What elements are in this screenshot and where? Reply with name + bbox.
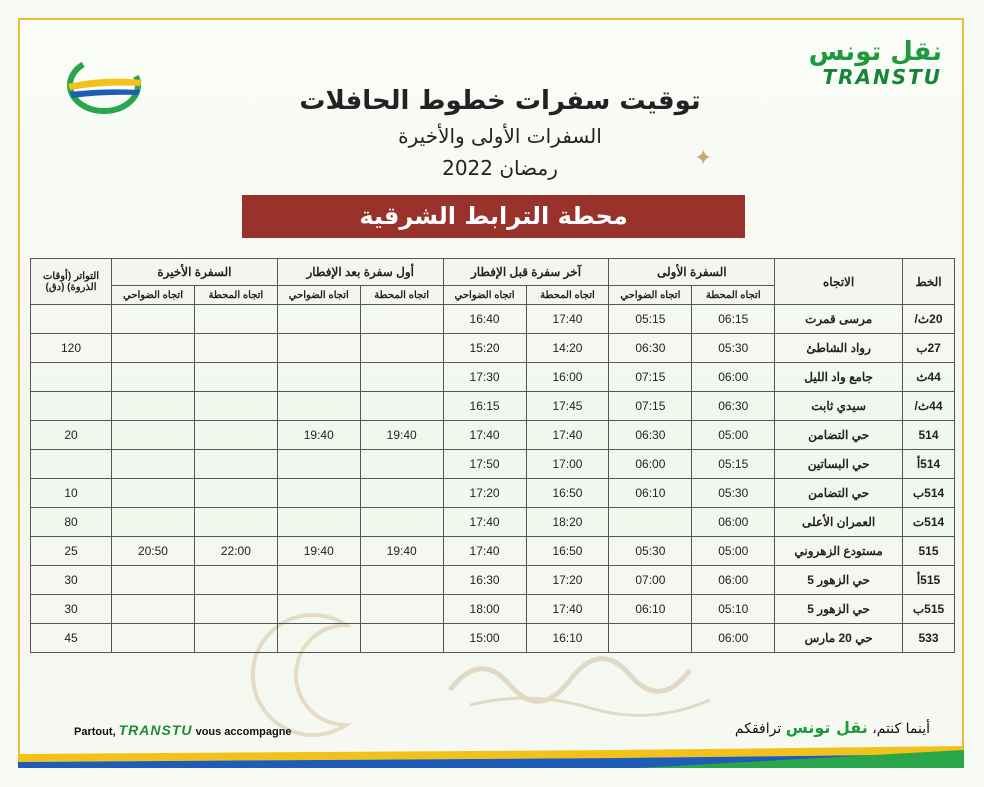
- subheader-to-station: اتجاه المحطة: [194, 286, 277, 305]
- line-cell: 27ب: [903, 334, 955, 363]
- first-to-suburbs-cell: 06:10: [609, 479, 692, 508]
- transtu-logo-icon: [64, 54, 144, 116]
- line-cell: 514أ: [903, 450, 955, 479]
- first-after-iftar-to-station-cell: [360, 392, 443, 421]
- first-after-iftar-to-station-cell: [360, 566, 443, 595]
- last-before-iftar-to-station-cell: 18:20: [526, 508, 609, 537]
- direction-cell: جامع واد الليل: [775, 363, 903, 392]
- direction-cell: مرسى قمرت: [775, 305, 903, 334]
- footer-slogan-ar: [735, 718, 930, 737]
- table-row: [31, 392, 955, 421]
- subheader-to-suburbs: اتجاه الضواحي: [112, 286, 195, 305]
- first-after-iftar-to-station-cell: 19:40: [360, 537, 443, 566]
- frequency-cell: 20: [31, 421, 112, 450]
- table-row: [31, 566, 955, 595]
- star-icon: ✦: [694, 146, 713, 171]
- last-before-iftar-to-station-cell: 17:20: [526, 566, 609, 595]
- first-after-iftar-to-suburbs-cell: [277, 334, 360, 363]
- last-before-iftar-to-suburbs-cell: 16:40: [443, 305, 526, 334]
- last-before-iftar-to-suburbs-cell: 15:00: [443, 624, 526, 653]
- last-to-station-cell: [194, 479, 277, 508]
- first-to-suburbs-cell: 05:15: [609, 305, 692, 334]
- frequency-cell: [31, 450, 112, 479]
- footer-fr-after: vous accompagne: [195, 726, 292, 738]
- last-to-suburbs-cell: 20:50: [112, 537, 195, 566]
- first-to-suburbs-cell: 06:10: [609, 595, 692, 624]
- line-cell: 20ث/: [903, 305, 955, 334]
- last-before-iftar-to-suburbs-cell: 15:20: [443, 334, 526, 363]
- last-before-iftar-to-suburbs-cell: 16:30: [443, 566, 526, 595]
- first-to-suburbs-cell: 07:15: [609, 392, 692, 421]
- first-after-iftar-to-suburbs-cell: [277, 508, 360, 537]
- line-cell: 515ب: [903, 595, 955, 624]
- first-to-suburbs-cell: 07:00: [609, 566, 692, 595]
- first-after-iftar-to-suburbs-cell: [277, 392, 360, 421]
- last-before-iftar-to-station-cell: 16:50: [526, 479, 609, 508]
- line-cell: 533: [903, 624, 955, 653]
- first-to-suburbs-cell: [609, 624, 692, 653]
- first-to-suburbs-cell: 06:30: [609, 334, 692, 363]
- first-after-iftar-to-suburbs-cell: 19:40: [277, 537, 360, 566]
- footer-fr-before: Partout,: [74, 726, 116, 738]
- last-to-station-cell: [194, 392, 277, 421]
- table-row: [31, 624, 955, 653]
- first-to-station-cell: 05:00: [692, 421, 775, 450]
- direction-cell: سيدي ثابت: [775, 392, 903, 421]
- frequency-cell: [31, 363, 112, 392]
- station-banner: محطة الترابط الشرقية: [242, 195, 745, 238]
- table-row: [31, 334, 955, 363]
- table-row: [31, 363, 955, 392]
- frequency-cell: [31, 392, 112, 421]
- frequency-cell: 30: [31, 566, 112, 595]
- footer-stripes: [18, 746, 964, 768]
- first-to-station-cell: 06:30: [692, 392, 775, 421]
- direction-cell: مستودع الزهروني: [775, 537, 903, 566]
- first-to-suburbs-cell: 06:30: [609, 421, 692, 450]
- last-to-station-cell: [194, 508, 277, 537]
- last-to-station-cell: 22:00: [194, 537, 277, 566]
- last-before-iftar-to-station-cell: 17:00: [526, 450, 609, 479]
- first-to-station-cell: 06:00: [692, 566, 775, 595]
- brand-logo: [809, 38, 942, 88]
- last-to-station-cell: [194, 450, 277, 479]
- first-to-suburbs-cell: [609, 508, 692, 537]
- table-row: [31, 595, 955, 624]
- brand-latin: TRANSTU: [822, 65, 942, 89]
- first-after-iftar-to-suburbs-cell: [277, 305, 360, 334]
- direction-cell: حي التضامن: [775, 421, 903, 450]
- last-to-suburbs-cell: [112, 566, 195, 595]
- schedule-table: [30, 258, 955, 653]
- page-subtitle: السفرات الأولى والأخيرة: [398, 124, 602, 148]
- frequency-cell: 45: [31, 624, 112, 653]
- last-before-iftar-to-suburbs-cell: 17:40: [443, 508, 526, 537]
- last-before-iftar-to-suburbs-cell: 16:15: [443, 392, 526, 421]
- last-before-iftar-to-station-cell: 17:40: [526, 595, 609, 624]
- direction-cell: حي البساتين: [775, 450, 903, 479]
- first-after-iftar-to-station-cell: [360, 450, 443, 479]
- first-after-iftar-to-suburbs-cell: [277, 566, 360, 595]
- last-before-iftar-to-station-cell: 14:20: [526, 334, 609, 363]
- table-row: [31, 537, 955, 566]
- direction-cell: العمران الأعلى: [775, 508, 903, 537]
- first-after-iftar-to-station-cell: 19:40: [360, 421, 443, 450]
- first-after-iftar-to-station-cell: [360, 363, 443, 392]
- first-after-iftar-to-station-cell: [360, 624, 443, 653]
- last-to-suburbs-cell: [112, 421, 195, 450]
- direction-cell: حي التضامن: [775, 479, 903, 508]
- frequency-cell: [31, 305, 112, 334]
- subheader-to-station: اتجاه المحطة: [526, 286, 609, 305]
- footer-ar-after: ترافقكم: [734, 721, 782, 737]
- direction-cell: حي الزهور 5: [775, 595, 903, 624]
- first-to-station-cell: 05:30: [692, 334, 775, 363]
- table-row: [31, 508, 955, 537]
- brand-arabic: نقل تونس: [808, 37, 942, 67]
- page-title: توقيت سفرات خطوط الحافلات: [299, 86, 701, 116]
- first-after-iftar-to-station-cell: [360, 334, 443, 363]
- first-after-iftar-to-station-cell: [360, 479, 443, 508]
- table-row: [31, 450, 955, 479]
- direction-cell: حي 20 مارس: [775, 624, 903, 653]
- subheader-to-station: اتجاه المحطة: [360, 286, 443, 305]
- line-cell: 514: [903, 421, 955, 450]
- last-to-station-cell: [194, 624, 277, 653]
- line-cell: 514ب: [903, 479, 955, 508]
- last-to-station-cell: [194, 334, 277, 363]
- first-after-iftar-to-suburbs-cell: [277, 595, 360, 624]
- last-before-iftar-to-suburbs-cell: 17:40: [443, 421, 526, 450]
- header-last-trip: السفرة الأخيرة: [112, 259, 278, 286]
- first-after-iftar-to-station-cell: [360, 508, 443, 537]
- last-to-station-cell: [194, 421, 277, 450]
- last-before-iftar-to-suburbs-cell: 18:00: [443, 595, 526, 624]
- frequency-cell: 25: [31, 537, 112, 566]
- footer-slogan-fr: [74, 722, 292, 738]
- last-to-station-cell: [194, 595, 277, 624]
- header-first-trip: السفرة الأولى: [609, 259, 775, 286]
- last-to-station-cell: [194, 363, 277, 392]
- last-to-suburbs-cell: [112, 624, 195, 653]
- last-to-suburbs-cell: [112, 334, 195, 363]
- last-before-iftar-to-suburbs-cell: 17:30: [443, 363, 526, 392]
- last-to-station-cell: [194, 305, 277, 334]
- last-before-iftar-to-station-cell: 17:40: [526, 421, 609, 450]
- first-to-suburbs-cell: 05:30: [609, 537, 692, 566]
- subheader-to-station: اتجاه المحطة: [692, 286, 775, 305]
- footer-ar-before: أينما كنتم،: [872, 721, 930, 737]
- header-direction: الاتجاه: [775, 259, 903, 305]
- first-to-suburbs-cell: 07:15: [609, 363, 692, 392]
- first-to-station-cell: 06:00: [692, 624, 775, 653]
- line-cell: 44ث: [903, 363, 955, 392]
- first-after-iftar-to-suburbs-cell: [277, 363, 360, 392]
- last-to-suburbs-cell: [112, 508, 195, 537]
- last-to-suburbs-cell: [112, 392, 195, 421]
- last-to-station-cell: [194, 566, 277, 595]
- subheader-to-suburbs: اتجاه الضواحي: [277, 286, 360, 305]
- header-first-after-iftar: أول سفرة بعد الإفطار: [277, 259, 443, 286]
- first-to-station-cell: 05:30: [692, 479, 775, 508]
- footer-fr-brand: TRANSTU: [118, 722, 193, 738]
- first-after-iftar-to-suburbs-cell: 19:40: [277, 421, 360, 450]
- table-row: [31, 305, 955, 334]
- first-after-iftar-to-station-cell: [360, 305, 443, 334]
- frequency-cell: 10: [31, 479, 112, 508]
- table-row: [31, 479, 955, 508]
- first-to-station-cell: 06:00: [692, 508, 775, 537]
- last-before-iftar-to-station-cell: 16:00: [526, 363, 609, 392]
- subheader-to-suburbs: اتجاه الضواحي: [609, 286, 692, 305]
- frequency-cell: 30: [31, 595, 112, 624]
- direction-cell: رواد الشاطئ: [775, 334, 903, 363]
- period-label: رمضان 2022: [442, 156, 558, 180]
- first-after-iftar-to-suburbs-cell: [277, 479, 360, 508]
- last-to-suburbs-cell: [112, 363, 195, 392]
- line-cell: 514ت: [903, 508, 955, 537]
- last-before-iftar-to-station-cell: 17:40: [526, 305, 609, 334]
- first-to-station-cell: 05:10: [692, 595, 775, 624]
- last-before-iftar-to-suburbs-cell: 17:40: [443, 537, 526, 566]
- first-to-station-cell: 06:00: [692, 363, 775, 392]
- frequency-cell: 120: [31, 334, 112, 363]
- first-to-station-cell: 05:15: [692, 450, 775, 479]
- subheader-to-suburbs: اتجاه الضواحي: [443, 286, 526, 305]
- header-last-before-iftar: آخر سفرة قبل الإفطار: [443, 259, 609, 286]
- header-line: الخط: [903, 259, 955, 305]
- first-to-suburbs-cell: 06:00: [609, 450, 692, 479]
- last-before-iftar-to-station-cell: 16:50: [526, 537, 609, 566]
- direction-cell: حي الزهور 5: [775, 566, 903, 595]
- first-after-iftar-to-station-cell: [360, 595, 443, 624]
- header-frequency: التواتر (أوقات الذروة) (دق): [31, 259, 112, 305]
- line-cell: 515: [903, 537, 955, 566]
- first-to-station-cell: 06:15: [692, 305, 775, 334]
- last-before-iftar-to-station-cell: 17:45: [526, 392, 609, 421]
- line-cell: 44ث/: [903, 392, 955, 421]
- frequency-cell: 80: [31, 508, 112, 537]
- first-after-iftar-to-suburbs-cell: [277, 450, 360, 479]
- line-cell: 515أ: [903, 566, 955, 595]
- last-to-suburbs-cell: [112, 305, 195, 334]
- last-before-iftar-to-suburbs-cell: 17:20: [443, 479, 526, 508]
- last-to-suburbs-cell: [112, 450, 195, 479]
- last-before-iftar-to-suburbs-cell: 17:50: [443, 450, 526, 479]
- last-to-suburbs-cell: [112, 595, 195, 624]
- footer-ar-brand: نقل تونس: [785, 718, 868, 737]
- last-to-suburbs-cell: [112, 479, 195, 508]
- last-before-iftar-to-station-cell: 16:10: [526, 624, 609, 653]
- first-after-iftar-to-suburbs-cell: [277, 624, 360, 653]
- table-row: [31, 421, 955, 450]
- first-to-station-cell: 05:00: [692, 537, 775, 566]
